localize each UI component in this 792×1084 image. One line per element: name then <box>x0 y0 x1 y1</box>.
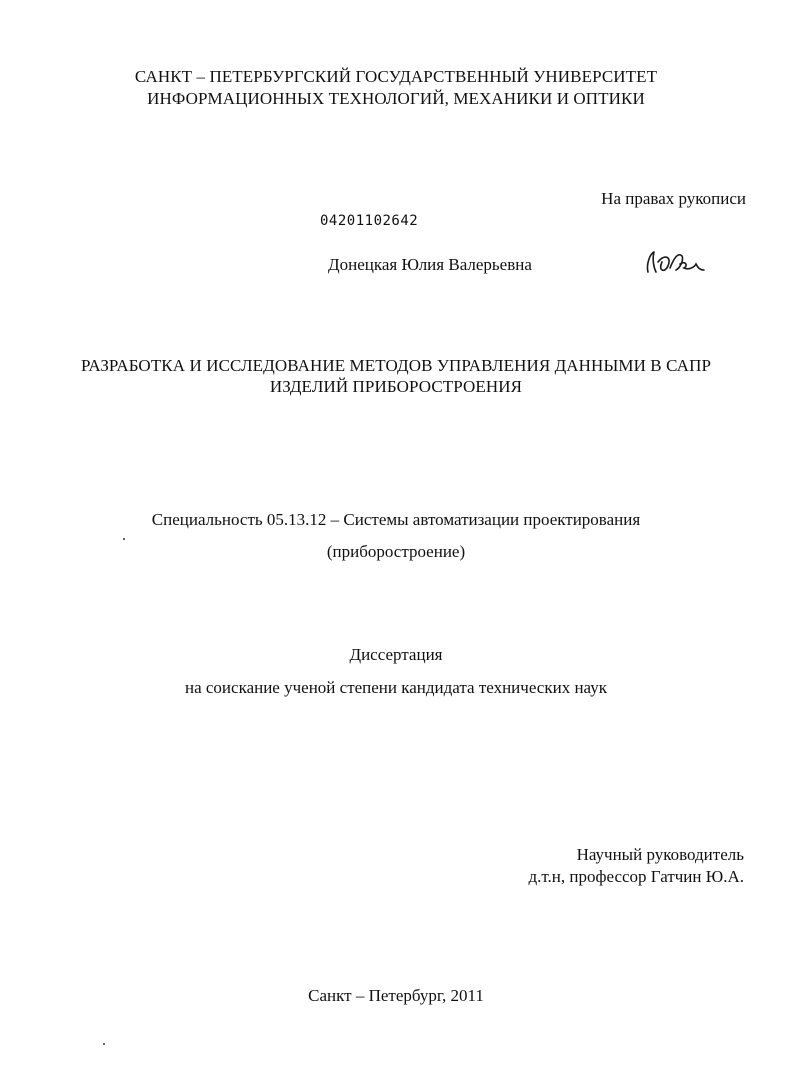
specialty-line-2: (приборостроение) <box>326 542 466 561</box>
document-type-subtitle: на соискание ученой степени кандидата технических наук <box>184 678 607 697</box>
author-name: Донецкая Юлия Валерьевна <box>328 255 532 274</box>
document-type-title: Диссертация <box>349 645 443 664</box>
university-name-line-1: САНКТ – ПЕТЕРБУРГСКИЙ ГОСУДАРСТВЕННЫЙ УНИВЕРСИТЕТ <box>134 67 658 86</box>
scan-speck <box>103 1043 105 1045</box>
supervisor-label: Научный руководитель <box>576 845 744 864</box>
manuscript-rights-note: На правах рукописи <box>601 189 746 208</box>
university-name-line-2: ИНФОРМАЦИОННЫХ ТЕХНОЛОГИЙ, МЕХАНИКИ И ОПТИКИ <box>147 89 645 108</box>
thesis-title-line-1: РАЗРАБОТКА И ИССЛЕДОВАНИЕ МЕТОДОВ УПРАВЛЕНИЯ ДАННЫМИ В САПР <box>80 356 711 375</box>
place-and-year: Санкт – Петербург, 2011 <box>308 986 484 1005</box>
registry-number: 04201102642 <box>320 213 419 229</box>
thesis-title-line-2: ИЗДЕЛИЙ ПРИБОРОСТРОЕНИЯ <box>269 377 523 396</box>
scan-speck <box>123 538 125 540</box>
specialty-line-1: Специальность 05.13.12 – Системы автоматизации проектирования <box>151 510 641 529</box>
author-signature <box>642 246 706 278</box>
supervisor-name: д.т.н, профессор Гатчин Ю.А. <box>528 867 744 886</box>
